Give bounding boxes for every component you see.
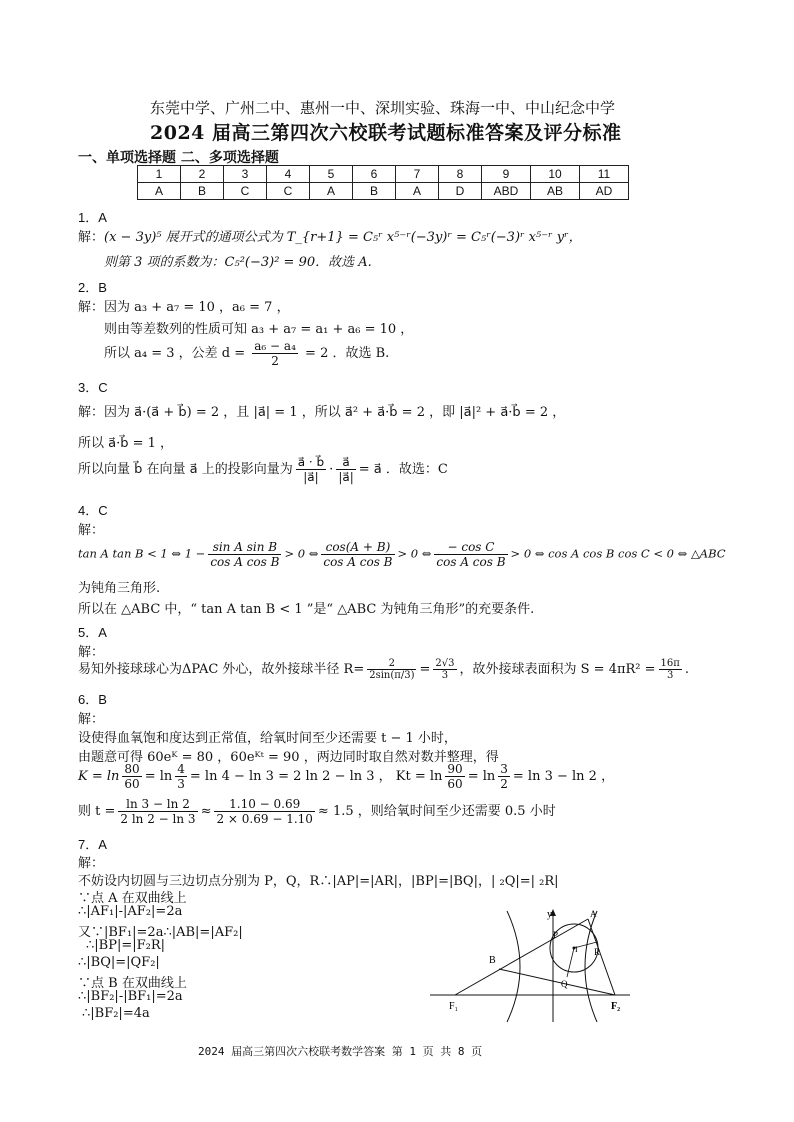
- q6-fraction-5: [118, 797, 197, 826]
- point-q-label: Q: [561, 979, 568, 989]
- q4-solution-label: 解：: [78, 523, 105, 538]
- q5-equals: =: [419, 662, 431, 677]
- q6-fraction-3-denominator: 60: [447, 777, 463, 791]
- q4-heading: 4．C: [78, 503, 108, 518]
- q5-fraction-2-denominator: 3: [441, 670, 449, 681]
- q6-fraction-4: [498, 762, 510, 791]
- section-heading: 一、单项选择题 二、多项选择题: [78, 150, 279, 166]
- q2-line-3-text: 所以 a₄ = 3 ，公差 d =: [104, 346, 250, 361]
- q4-fraction-3-numerator: − cos C: [434, 540, 507, 555]
- q6-fraction-2-denominator: 3: [177, 777, 185, 791]
- q1-heading: 1．A: [78, 210, 107, 225]
- q2-line-3-end: = 2 ．故选 B.: [300, 346, 390, 361]
- q5-line-2: [78, 658, 689, 681]
- q3-fraction-2-denominator: |a⃗|: [338, 470, 354, 484]
- q6-fraction-2: [175, 762, 187, 791]
- hyperbola-figure: [425, 905, 635, 1025]
- q6-fraction-1-denominator: 60: [124, 777, 140, 791]
- question-number: 5: [310, 166, 353, 183]
- q3-fraction-1-numerator: a⃗ · b⃗: [297, 455, 325, 469]
- q2-fraction-numerator: a₆ − a₄: [254, 339, 296, 353]
- q6-fraction-5-numerator: ln 3 − ln 2: [118, 797, 197, 812]
- q4-line-3: 为钝角三角形.: [78, 581, 161, 596]
- question-number: 10: [531, 166, 580, 183]
- q6-t-eq: 则 t =: [78, 804, 116, 819]
- q6-solution-label: 解：: [78, 712, 105, 727]
- q7-line-5: 又∵|BF₁|=2a∴|AB|=|AF₂|: [78, 925, 243, 940]
- q5-fraction-3: [659, 658, 682, 681]
- q6-k-eq-b: = ln: [144, 769, 173, 784]
- q5-solution-label: 解：: [78, 645, 105, 660]
- q6-kt-eq-c: = ln 3 − ln 2 ，: [512, 769, 615, 784]
- q4-fraction-2-numerator: cos(A + B): [321, 540, 394, 555]
- q2-fraction-denominator: 2: [271, 354, 279, 368]
- focus-f2-label: F₂: [611, 1001, 621, 1012]
- answer-cell: A: [138, 183, 181, 200]
- line-f1-a: [455, 919, 588, 995]
- q6-line-5: [78, 797, 556, 826]
- answer-table: [137, 165, 629, 200]
- q6-heading: 6．B: [78, 692, 107, 707]
- q4-fraction-2: [321, 540, 394, 569]
- answer-cell: C: [224, 183, 267, 200]
- q5-fraction-3-numerator: 16π: [660, 658, 680, 669]
- answer-cell: C: [267, 183, 310, 200]
- q6-fraction-5-denominator: 2 ln 2 − ln 3: [120, 812, 196, 826]
- q2-line-1: 解：因为 a₃ + a₇ = 10 ，a₆ = 7 ，: [78, 300, 290, 315]
- q2-line-2: 则由等差数列的性质可知 a₃ + a₇ = a₁ + a₆ = 10 ，: [104, 322, 414, 337]
- question-number: 6: [353, 166, 396, 183]
- question-number: 2: [181, 166, 224, 183]
- page-footer: 2024 届高三第四次六校联考数学答案 第 1 页 共 8 页: [198, 1045, 483, 1058]
- q1-solution-label: 解：: [78, 230, 105, 245]
- answer-table-numbers-row: [138, 166, 629, 183]
- q4-fraction-1: [208, 540, 281, 569]
- q6-fraction-3: [445, 762, 464, 791]
- point-p-label: P: [553, 930, 559, 940]
- answer-cell: AB: [531, 183, 580, 200]
- answer-table-answers-row: [138, 183, 629, 200]
- q3-fraction-2: [336, 455, 355, 484]
- line-a-f2: [588, 919, 615, 995]
- q3-heading: 3．C: [78, 380, 108, 395]
- q1-line-1: [78, 226, 582, 245]
- question-number: 1: [138, 166, 181, 183]
- page-title: 2024 届高三第四次六校联考试题标准答案及评分标准: [150, 122, 622, 144]
- question-number: 11: [580, 166, 629, 183]
- q4-equivalence-chain: [78, 540, 726, 569]
- q5-fraction-1: [367, 658, 416, 681]
- school-list: 东莞中学、广州二中、惠州一中、深圳实验、珠海一中、中山纪念中学: [150, 99, 616, 117]
- q4-fraction-3-denominator: cos A cos B: [436, 555, 506, 569]
- answer-cell: B: [181, 183, 224, 200]
- q3-line-3: 所以向量 b⃗ 在向量 a⃗ 上的投影向量为 $\frac{a⃗ \cdot b⃗}{|a⃗|}$ · $\frac{a⃗}{|a⃗|}$ = a⃗ ．故选：C: [78, 455, 448, 484]
- y-axis-label: y: [547, 909, 552, 920]
- q4-eq-part-b: > 0 ⇔: [284, 546, 319, 561]
- q7-line-9: ∴|BF₂|-|BF₁|=2a: [78, 989, 183, 1004]
- q3-fraction-1-denominator: |a⃗|: [303, 470, 319, 484]
- q3-line-3-text: 所以向量 b⃗ 在向量 a⃗ 上的投影向量为: [78, 462, 293, 477]
- answer-cell: A: [310, 183, 353, 200]
- q6-approx: ≈: [200, 804, 212, 819]
- q4-fraction-3: [434, 540, 507, 569]
- q6-fraction-4-numerator: 3: [500, 762, 508, 776]
- q5-heading: 5．A: [78, 625, 107, 640]
- q4-fraction-2-denominator: cos A cos B: [323, 555, 393, 569]
- q4-fraction-1-numerator: sin A sin B: [208, 540, 281, 555]
- hyperbola-left-branch: [507, 911, 520, 1022]
- answer-cell: D: [439, 183, 482, 200]
- question-number: 9: [482, 166, 531, 183]
- q4-eq-part-c: > 0 ⇔: [397, 546, 432, 561]
- q4-eq-part-a: tan A tan B < 1 ⇔ 1 −: [78, 546, 206, 561]
- q6-fraction-1: [122, 762, 141, 791]
- q4-eq-part-d: > 0 ⇔ cos A cos B cos C < 0 ⇔ △ABC: [510, 546, 726, 561]
- q6-fraction-4-denominator: 2: [500, 777, 508, 791]
- q5-text-c: .: [684, 662, 689, 677]
- q7-heading: 7．A: [78, 837, 107, 852]
- q7-line-3: ∵点 A 在双曲线上: [78, 891, 187, 906]
- answer-cell: B: [353, 183, 396, 200]
- q3-fraction-1: [296, 455, 326, 484]
- q6-fraction-2-numerator: 4: [177, 762, 185, 776]
- question-number: 3: [224, 166, 267, 183]
- q5-text-b: ，故外接球表面积为 S = 4πR² =: [459, 662, 656, 677]
- q3-line-2: 所以 a⃗·b⃗ = 1 ，: [78, 436, 174, 451]
- q1-line-2: 则第 3 项的系数为：C₅²(−3)² = 90．故选 A.: [104, 255, 372, 270]
- q5-fraction-2: [433, 658, 456, 681]
- q6-fraction-3-numerator: 90: [447, 762, 463, 776]
- point-a-label: A: [590, 909, 597, 919]
- q3-line-3-end: = a⃗ ．故选：C: [358, 462, 448, 477]
- q7-solution-label: 解：: [78, 856, 105, 871]
- q5-fraction-1-denominator: 2sin(π/3): [369, 670, 415, 681]
- q4-fraction-1-denominator: cos A cos B: [210, 555, 280, 569]
- q6-fraction-6: [214, 797, 314, 826]
- incenter-label: I: [575, 945, 578, 954]
- q7-line-7: ∴|BQ|=|QF₂|: [78, 955, 160, 970]
- q3-line-1: 解：因为 a⃗·(a⃗ + b⃗) = 2 ，且 |a⃗| = 1 ，所以 a⃗² + a⃗·b⃗ = 2 ，即 |a⃗|² + a⃗·b⃗ = 2 ，: [78, 405, 566, 420]
- q7-line-6: ∴|BP|=|F₂R|: [86, 938, 166, 953]
- q7-line-2: 不妨设内切圆与三边切点分别为 P，Q，R∴|AP|=|AR|，|BP|=|BQ|，| ₂Q|=| ₂R|: [78, 874, 559, 889]
- answer-cell: ABD: [482, 183, 531, 200]
- q6-t-result: ≈ 1.5 ，则给氧时间至少还需要 0.5 小时: [317, 804, 556, 819]
- incenter-to-q: [567, 948, 574, 977]
- focus-f1-label: F₁: [449, 1001, 459, 1012]
- q5-fraction-1-numerator: 2: [367, 658, 416, 670]
- q3-fraction-2-numerator: a⃗: [336, 455, 355, 470]
- q5-text-a: 易知外接球球心为ΔPAC 外心，故外接球半径 R=: [78, 662, 365, 677]
- answer-cell: AD: [580, 183, 629, 200]
- q7-line-10: ∴|BF₂|=4a: [82, 1006, 150, 1021]
- q2-fraction: [252, 339, 298, 368]
- q6-kt-eq-b: = ln: [467, 769, 496, 784]
- q2-heading: 2．B: [78, 280, 107, 295]
- q6-fraction-1-numerator: 80: [124, 762, 140, 776]
- q5-fraction-3-denominator: 3: [667, 670, 674, 681]
- line-b-f2: [499, 969, 615, 995]
- q6-k-eq: K = ln: [78, 769, 120, 784]
- q7-line-8: ∵点 B 在双曲线上: [78, 976, 187, 991]
- question-number: 7: [396, 166, 439, 183]
- q6-fraction-6-denominator: 2 × 0.69 − 1.10: [216, 812, 313, 826]
- q6-fraction-6-numerator: 1.10 − 0.69: [214, 797, 314, 812]
- q6-line-4: [78, 762, 614, 791]
- q6-line-2: 设使得血氧饱和度达到正常值，给氧时间至少还需要 t − 1 小时，: [78, 731, 457, 746]
- point-r-label: R: [594, 947, 601, 957]
- answer-cell: A: [396, 183, 439, 200]
- q4-line-4: 所以在 △ABC 中，“ tan A tan B < 1 ”是“ △ABC 为钝角三角形”的充要条件.: [78, 602, 535, 617]
- point-b-label: B: [489, 955, 496, 966]
- q5-fraction-2-numerator: 2√3: [435, 658, 455, 669]
- q1-expansion: (x − 3y)⁵ 展开式的通项公式为 T_{r+1} = C₅ʳ x⁵⁻ʳ(−3y)ʳ = C₅ʳ(−3)ʳ x⁵⁻ʳ yʳ，: [104, 230, 582, 245]
- question-number: 4: [267, 166, 310, 183]
- q7-line-4: ∴|AF₁|-|AF₂|=2a: [78, 904, 183, 919]
- q2-line-3: [104, 339, 389, 368]
- q6-line-3: 由题意可得 60eᴷ = 80 ，60eᴷᵗ = 90 ，两边同时取自然对数并整理，得: [78, 750, 499, 765]
- q6-k-eq-c: = ln 4 − ln 3 = 2 ln 2 − ln 3 ， Kt = ln: [189, 769, 443, 784]
- question-number: 8: [439, 166, 482, 183]
